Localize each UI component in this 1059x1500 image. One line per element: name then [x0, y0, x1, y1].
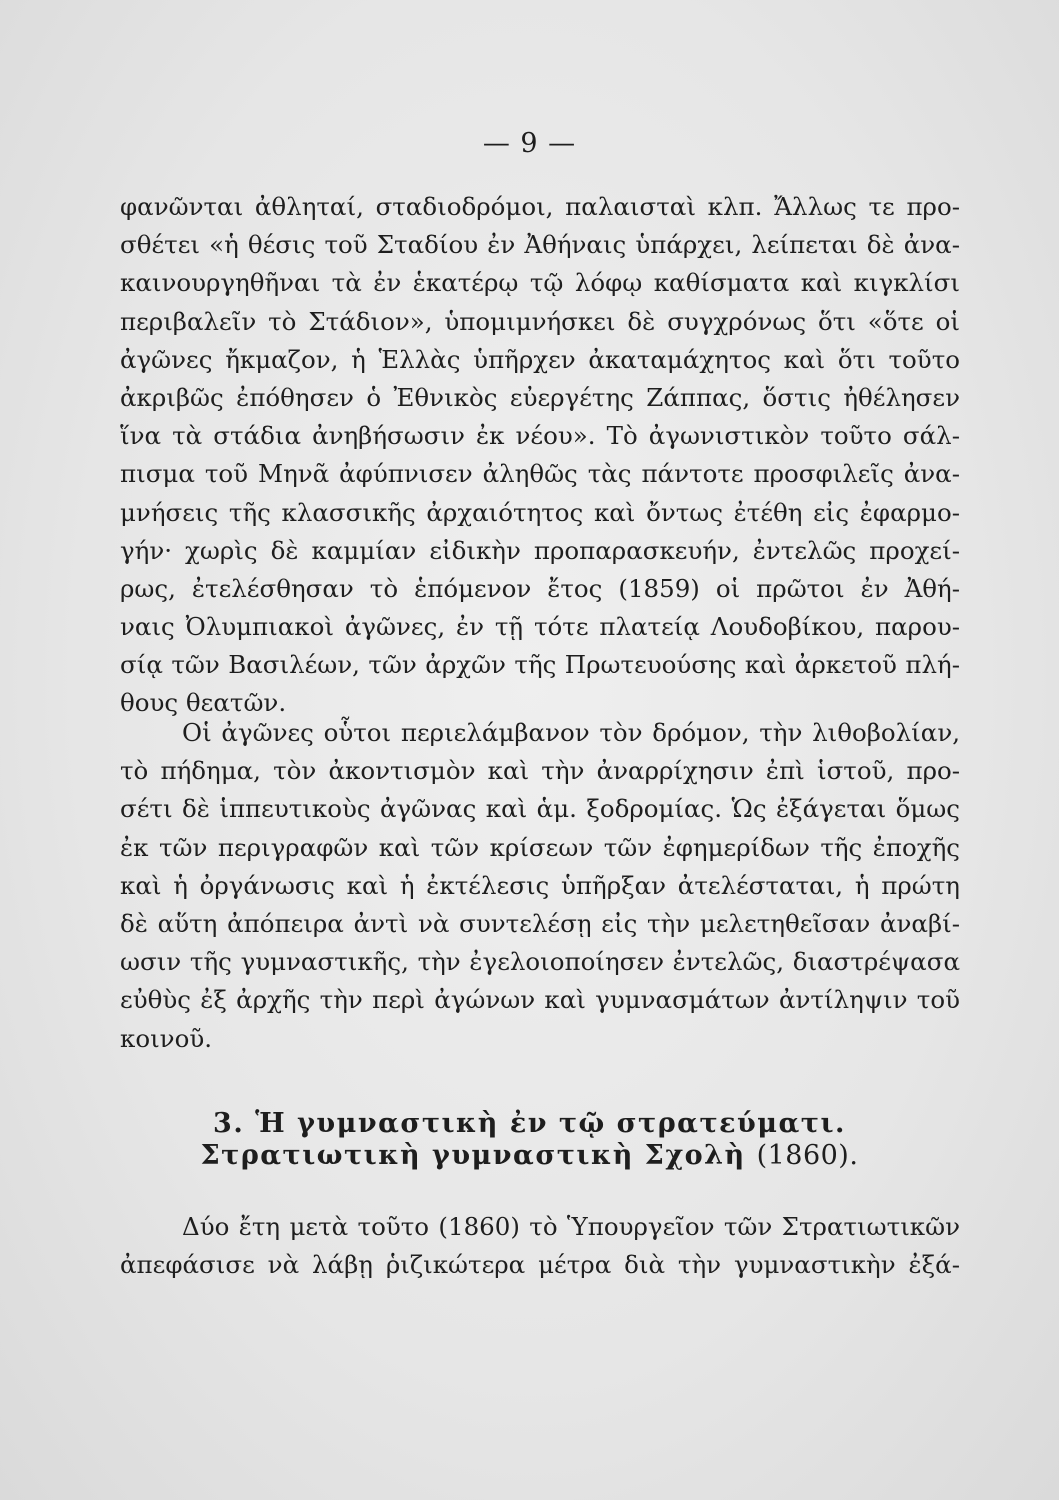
- text-line: δὲ αὕτη ἀπόπειρα ἀντὶ νὰ συντελέσῃ εἰς τὴν μελετηθεῖσαν ἀναβί-: [120, 908, 960, 938]
- text-line: Δύο ἔτη μετὰ τοῦτο (1860) τὸ Ὑπουργεῖον τῶν Στρατιωτικῶν: [182, 1212, 960, 1241]
- section-subheading: [0, 1140, 1059, 1171]
- paragraph-3: [120, 1208, 960, 1284]
- text-line: ἐκ τῶν περιγραφῶν καὶ τῶν κρίσεων τῶν ἐφημερίδων τῆς ἐποχῆς: [120, 832, 960, 862]
- paragraph-2: [120, 714, 960, 1058]
- text-line: κοινοῦ.: [120, 1023, 212, 1053]
- text-line: σίᾳ τῶν Βασιλέων, τῶν ἀρχῶν τῆς Πρωτευούσης καὶ ἀρκετοῦ πλή-: [120, 650, 960, 680]
- text-line: Οἱ ἀγῶνες οὗτοι περιελάμβανον τὸν δρόμον, τὴν λιθοβολίαν,: [182, 718, 960, 747]
- text-line: καινουργηθῆναι τὰ ἐν ἑκατέρῳ τῷ λόφῳ καθίσματα καὶ κιγκλίσι: [120, 268, 960, 298]
- text-line: μνήσεις τῆς κλασσικῆς ἀρχαιότητος καὶ ὄντως ἐτέθη εἰς ἐφαρμο-: [120, 497, 960, 527]
- text-line: ἵνα τὰ στάδια ἀνηβήσωσιν ἐκ νέου». Τὸ ἀγωνιστικὸν τοῦτο σάλ-: [120, 421, 960, 451]
- text-line: ἀπεφάσισε νὰ λάβῃ ῥιζικώτερα μέτρα διὰ τὴν γυμναστικὴν ἐξά-: [120, 1250, 960, 1280]
- text-line: τὸ πήδημα, τὸν ἀκοντισμὸν καὶ τὴν ἀναρρίχησιν ἐπὶ ἱστοῦ, προ-: [120, 756, 960, 786]
- text-line: περιβαλεῖν τὸ Στάδιον», ὑπομιμνήσκει δὲ συγχρόνως ὅτι «ὅτε οἱ: [120, 306, 960, 336]
- text-line: σέτι δὲ ἱππευτικοὺς ἀγῶνας καὶ ἁμ. ξοδρομίας. Ὡς ἐξάγεται ὅμως: [120, 794, 960, 824]
- text-line: ωσιν τῆς γυμναστικῆς, τὴν ἐγελοιοποίησεν ἐντελῶς, διαστρέψασα: [120, 947, 960, 977]
- paragraph-1: [120, 188, 960, 723]
- text-line: θους θεατῶν.: [120, 688, 287, 718]
- section-heading: 3. Ἡ γυμναστικὴ ἐν τῷ στρατεύματι.: [213, 1108, 846, 1139]
- text-line: ἀκριβῶς ἐπόθησεν ὁ Ἐθνικὸς εὐεργέτης Ζάππας, ὅστις ἠθέλησεν: [120, 382, 960, 412]
- text-line: ρως, ἐτελέσθησαν τὸ ἑπόμενον ἔτος (1859) οἱ πρῶτοι ἐν Ἀθή-: [120, 573, 960, 603]
- text-line: καὶ ἡ ὀργάνωσις καὶ ἡ ἐκτέλεσις ὑπῆρξαν ἀτελέσταται, ἡ πρώτη: [120, 870, 960, 900]
- section-subheading-title: Στρατιωτικὴ γυμναστικὴ Σχολὴ: [200, 1140, 746, 1171]
- text-line: φανῶνται ἀθληταί, σταδιοδρόμοι, παλαισταὶ κλπ. Ἄλλως τε προ-: [120, 192, 960, 221]
- text-line: σθέτει «ἡ θέσις τοῦ Σταδίου ἐν Ἀθήναις ὑπάρχει, λείπεται δὲ ἀνα-: [120, 230, 960, 260]
- text-line: εὐθὺς ἐξ ἀρχῆς τὴν περὶ ἀγώνων καὶ γυμνασμάτων ἀντίληψιν τοῦ: [120, 985, 960, 1015]
- section-subheading-year: (1860).: [756, 1140, 859, 1171]
- text-line: γήν· χωρὶς δὲ καμμίαν εἰδικὴν προπαρασκευήν, ἐντελῶς προχεί-: [120, 535, 960, 565]
- text-line: ναις Ὀλυμπιακοὶ ἀγῶνες, ἐν τῇ τότε πλατείᾳ Λουδοβίκου, παρου-: [120, 612, 960, 642]
- text-line: πισμα τοῦ Μηνᾶ ἀφύπνισεν ἀληθῶς τὰς πάντοτε προσφιλεῖς ἀνα-: [120, 459, 960, 489]
- page-number: — 9 —: [482, 128, 577, 159]
- text-line: ἀγῶνες ἤκμαζον, ἡ Ἑλλὰς ὑπῆρχεν ἀκαταμάχητος καὶ ὅτι τοῦτο: [120, 344, 960, 374]
